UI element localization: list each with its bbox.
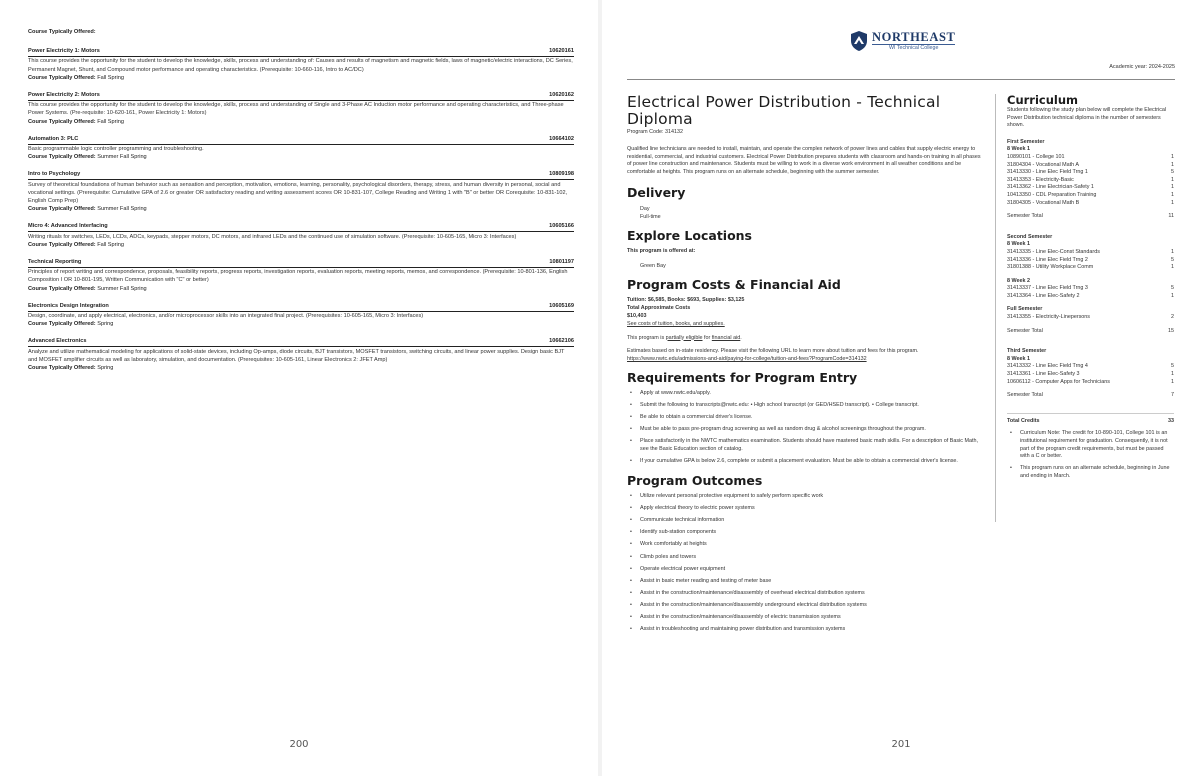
delivery-item: Day: [640, 205, 650, 212]
course-header: [28, 91, 574, 101]
tuition-line: Tuition: $6,585, Books: $693, Supplies: $3,125: [627, 297, 745, 304]
course-entry: [28, 170, 574, 213]
estimate-note: Estimates based on in-state residency. Please visit the following URL to learn more about tuition and fees for this program.: [627, 348, 919, 355]
course-offered-terms: Summer Fall Spring: [97, 154, 147, 161]
course-description: Design, coordinate, and apply electrical, electronics, and/or microprocessor skills into an integrated final project. (Prerequisites: 10-605-165, Micro 3: Interfaces): [28, 313, 424, 320]
curriculum-course-row: [1007, 264, 1174, 272]
curriculum-course-row: [1007, 257, 1174, 265]
offered-heading: Course Typically Offered:: [28, 29, 96, 35]
course-title: Intro to Psychology: [28, 171, 81, 178]
requirement-item: • Must be able to pass pre-program drug screening as well as random drug & alcohol screenings throughout the program.: [630, 426, 985, 434]
total-credits-value: 33: [1168, 417, 1174, 424]
course-entry: [28, 337, 574, 372]
outcomes-list: [627, 493, 985, 634]
term-block: [1007, 241, 1174, 271]
course-code: 10620162: [549, 92, 574, 99]
semester-total-label: Semester Total: [1007, 327, 1043, 334]
right-page: [602, 0, 1200, 776]
curriculum-course-label: 31804305 - Vocational Math B: [1007, 199, 1080, 206]
program-intro: Qualified line technicians are needed to install, maintain, and operate the complex network of power lines and cables that supply electric energy to residential, commercial, and industrial customers. Electrical Power Distribution prepares students with classroom and hands-on training in all phases of power line construction and maintenance. Students must be willing to work in a diverse work environment in all weather conditions and be comfortable at heights. This program runs on an alternate schedule, beginning with the summer semester.: [627, 145, 981, 176]
semester-total-value: 15: [1168, 327, 1174, 334]
course-title: Automation 3: PLC: [28, 135, 79, 142]
location-item: Green Bay: [640, 263, 666, 270]
semester-name: First Semester: [1007, 138, 1045, 145]
curriculum-intro: Students following the study plan below will complete the Electrical Power Distribution technical diploma in the number of semesters shown.: [1007, 107, 1167, 129]
course-offered-terms: Spring: [97, 321, 114, 328]
page-number-right: 201: [891, 739, 911, 750]
course-description: Basic programmable logic controller programming and troubleshooting.: [28, 146, 204, 153]
logo-name: NORTHEAST: [872, 29, 956, 44]
curriculum-course-row: [1007, 154, 1174, 162]
course-entry: [28, 47, 574, 82]
curriculum-course-credits: 1: [1171, 264, 1174, 271]
term-block: [1007, 356, 1174, 386]
course-entry: [28, 302, 574, 329]
curriculum-course-label: 31413361 - Line Elec-Safety 3: [1007, 371, 1080, 378]
program-code: Program Code: 314132: [627, 129, 684, 135]
course-offered-terms: Fall Spring: [97, 74, 124, 81]
course-entry: [28, 258, 574, 293]
locations-heading: Explore Locations: [627, 228, 752, 244]
course-title: Technical Reporting: [28, 259, 82, 266]
course-description: This course provides the opportunity for the student to develop the knowledge, skills, process and understanding of Single and 3-Phase AC Induction motor performance and operating characteristics, and Three-phase Power Systems. (Pre-requisite: 10-620-161, Power Electricity 1: Motors): [28, 102, 564, 117]
term-label: 8 Week 1: [1007, 355, 1030, 362]
course-header: [28, 135, 574, 145]
curriculum-course-label: 31413337 - Line Elec Field Trng 3: [1007, 285, 1088, 292]
top-divider: [627, 79, 1175, 80]
course-offered-terms: Fall Spring: [97, 118, 124, 125]
curriculum-course-credits: 1: [1171, 199, 1174, 206]
partially-eligible-link[interactable]: partially eligible: [665, 334, 703, 341]
course-list: [28, 28, 574, 381]
curriculum-course-credits: 5: [1171, 169, 1174, 176]
outcome-item: • Assist in the construction/maintenance/disassembly of overhead electrical distribution systems: [630, 590, 985, 598]
course-entry: [28, 135, 574, 162]
curriculum-course-label: 31413364 - Line Elec-Safety 2: [1007, 292, 1080, 299]
course-header: [28, 170, 574, 180]
tuition-url-link[interactable]: https://www.nwtc.edu/admissions-and-aid/paying-for-college/tuition-and-fees?ProgramCode=314132: [627, 356, 867, 363]
semester-total-value: 11: [1168, 213, 1174, 220]
college-logo: [850, 30, 955, 52]
course-offered-label: Course Typically Offered:: [28, 241, 96, 248]
total-credits-row: [1007, 413, 1174, 426]
course-header: [28, 47, 574, 57]
course-code: 10662106: [549, 338, 574, 345]
semester-total-row: [1007, 392, 1174, 400]
semester-total-row: [1007, 213, 1174, 221]
curriculum-course-label: 31804304 - Vocational Math A: [1007, 161, 1079, 168]
curriculum-course-label: 10606112 - Computer Apps for Technicians: [1007, 378, 1110, 385]
outcome-item: • Assist in troubleshooting and maintaining power distribution and transmission systems: [630, 626, 985, 634]
course-offered-label: Course Typically Offered:: [28, 285, 96, 292]
eligible-mid: for: [704, 334, 711, 341]
total-credits-label: Total Credits: [1007, 417, 1040, 424]
academic-year: Academic year: 2024-2025: [1109, 64, 1175, 70]
page-number-left: 200: [289, 739, 309, 750]
outcome-item: • Identify sub-station components: [630, 529, 985, 537]
course-offered-label: Course Typically Offered:: [28, 321, 96, 328]
semester-block: [1007, 234, 1174, 336]
course-offered-label: Course Typically Offered:: [28, 118, 96, 125]
curriculum-course-credits: 1: [1171, 191, 1174, 198]
course-offered-label: Course Typically Offered:: [28, 74, 96, 81]
course-offered: [28, 285, 574, 293]
course-offered: [28, 74, 574, 82]
delivery-list: [627, 205, 985, 221]
term-label: 8 Week 2: [1007, 277, 1030, 284]
curriculum-course-credits: 1: [1171, 378, 1174, 385]
course-offered: [28, 241, 574, 249]
column-divider: [995, 94, 996, 522]
semester-total-value: 7: [1171, 392, 1174, 399]
curriculum-course-row: [1007, 184, 1174, 192]
financial-aid-link[interactable]: financial aid: [711, 334, 741, 341]
course-offered: [28, 205, 574, 213]
course-code: 10620161: [549, 48, 574, 55]
curriculum-course-credits: 1: [1171, 292, 1174, 299]
course-offered: [28, 364, 574, 372]
outcome-item: • Apply electrical theory to electric power systems: [630, 505, 985, 513]
offered-at-label: This program is offered at:: [627, 248, 696, 255]
course-title: Advanced Electronics: [28, 338, 87, 345]
requirement-item: • Place satisfactorily in the NWTC mathematics examination. Students should have mastered basic math skills. For a description of Basic Math, see the Basic Education section of catalog.: [630, 438, 985, 454]
outcome-item: • Climb poles and towers: [630, 554, 985, 562]
semesters-container: [1007, 139, 1174, 400]
courses-container: [28, 47, 574, 372]
shield-logo-icon: [850, 30, 868, 52]
total-cost-value: $10,403: [627, 312, 647, 319]
course-description: This course provides the opportunity for the student to develop the knowledge, skills, process and understanding of: Causes and results of magnetism and magnetic fields, laws of magnetic/electric interactions, DC Series, Permanent Magnet, Shunt, and Compound motor performance and operating characteristics. (Prerequisite: 10-660-116, Intro to AC/DC): [28, 58, 573, 73]
curriculum-course-credits: 1: [1171, 184, 1174, 191]
semester-block: [1007, 348, 1174, 400]
curriculum-course-label: 31413332 - Line Elec Field Trng 4: [1007, 363, 1088, 370]
curriculum-course-label: 31413336 - Line Elec Field Trng 2: [1007, 256, 1088, 263]
outcome-item: • Assist in the construction/maintenance/disassembly of electric transmission systems: [630, 614, 985, 622]
curriculum-course-credits: 1: [1171, 176, 1174, 183]
course-offered-terms: Fall Spring: [97, 241, 124, 248]
term-label: 8 Week 1: [1007, 241, 1030, 248]
curriculum-course-row: [1007, 177, 1174, 185]
course-header: [28, 337, 574, 347]
curriculum-course-label: 10890101 - College 101: [1007, 153, 1065, 160]
course-title: Power Electricity 1: Motors: [28, 48, 100, 55]
curriculum-course-credits: 1: [1171, 248, 1174, 255]
semester-block: [1007, 139, 1174, 221]
requirement-item: • Apply at www.nwtc.edu/apply.: [630, 390, 985, 398]
outcome-item: • Utilize relevant personal protective equipment to safely perform specific work: [630, 493, 985, 501]
requirement-item: • Submit the following to transcripts@nwtc.edu: • High school transcript (or GED/HSED transcript). • College transcript.: [630, 402, 985, 410]
course-offered: [28, 320, 574, 328]
outcome-item: • Work comfortably at heights: [630, 541, 985, 549]
curriculum-course-label: 31413362 - Line Electrician-Safety 1: [1007, 184, 1094, 191]
course-header: [28, 302, 574, 312]
course-entry: [28, 222, 574, 249]
left-page: [0, 0, 598, 776]
curriculum-course-credits: 1: [1171, 371, 1174, 378]
curriculum-course-credits: 5: [1171, 285, 1174, 292]
curriculum-course-label: 31413330 - Line Elec Field Trng 1: [1007, 169, 1088, 176]
curriculum-course-credits: 5: [1171, 256, 1174, 263]
course-offered: [28, 118, 574, 126]
curriculum-course-credits: 1: [1171, 161, 1174, 168]
course-offered-label: Course Typically Offered:: [28, 206, 96, 213]
semester-total-label: Semester Total: [1007, 213, 1043, 220]
requirement-item: • If your cumulative GPA is below 2.6, complete or submit a placement evaluation. Must be able to obtain a commercial driver's license.: [630, 458, 985, 466]
delivery-heading: Delivery: [627, 184, 686, 200]
course-offered-label: Course Typically Offered:: [28, 154, 96, 161]
curriculum-course-row: [1007, 192, 1174, 200]
course-code: 10801197: [549, 259, 574, 266]
curriculum-course-label: 10413350 - CDL Preparation Training: [1007, 191, 1097, 198]
course-description: Survey of theoretical foundations of human behavior such as sensation and perception, motivation, emotions, learning, personality, psychological disorders, therapy, stress, and human diversity in personal, social and vocational settings. (Prerequisite: Cumulative GPA of 2.6 or greater OR satisfactory reading and writing assessment scores OR 10-831-107, College Reading and Writing 1 with "B" or better OR Corequisite: 10-831-102, English Comp Prep): [28, 181, 568, 205]
curriculum-column: [1007, 94, 1174, 487]
outcome-item: • Assist in the construction/maintenance/disassembly underground electrical distribution systems: [630, 602, 985, 610]
logo-text: [872, 31, 955, 52]
term-label: 8 Week 1: [1007, 146, 1030, 153]
course-code: 10605169: [549, 302, 574, 309]
curriculum-course-label: 31413335 - Line Elec-Const Standards: [1007, 248, 1100, 255]
financial-aid-line: [627, 335, 985, 343]
term-block: [1007, 146, 1174, 207]
semester-name: Second Semester: [1007, 233, 1053, 240]
curriculum-course-row: [1007, 363, 1174, 371]
curriculum-course-row: [1007, 169, 1174, 177]
course-title: Micro 4: Advanced Interfacing: [28, 223, 108, 230]
semester-total-row: [1007, 328, 1174, 336]
term-block: [1007, 306, 1174, 321]
course-title: Power Electricity 2: Motors: [28, 92, 100, 99]
curriculum-course-label: 31413353 - Electricity-Basic: [1007, 176, 1074, 183]
curriculum-heading: Curriculum: [1007, 93, 1079, 107]
course-offered: [28, 153, 574, 161]
curriculum-notes: [1007, 430, 1174, 480]
semester-total-label: Semester Total: [1007, 392, 1043, 399]
course-code: 10664102: [549, 135, 574, 142]
see-costs-link[interactable]: See costs of tuition, books, and supplies.: [627, 320, 725, 327]
outcome-item: • Operate electrical power equipment: [630, 566, 985, 574]
eligible-post: .: [740, 334, 742, 341]
semester-name: Third Semester: [1007, 348, 1047, 355]
curriculum-course-credits: 2: [1171, 314, 1174, 321]
course-header: [28, 258, 574, 268]
curriculum-course-row: [1007, 314, 1174, 322]
curriculum-course-label: 31413355 - Electricity-Linepersons: [1007, 314, 1091, 321]
program-main-column: [627, 94, 985, 641]
outcome-item: • Communicate technical information: [630, 517, 985, 525]
course-header: [28, 222, 574, 232]
curriculum-note: • This program runs on an alternate schedule, beginning in June and ending in March.: [1010, 465, 1174, 480]
eligible-pre: This program is: [627, 334, 665, 341]
total-cost-label: Total Approximate Costs: [627, 305, 691, 312]
course-description: Analyze and utilize mathematical modeling for applications of solid-state devices, including Op-amps, diode circuits, BJT transistors, MOSFET transistors, switching circuits, and linear power supplies. Design basic BJT and MOSFET amplifier circuits as well as laboratory, simulation, and documentation. (Prerequisites: 10-605-161, Linear Electronics 2: JFET Amp): [28, 348, 565, 363]
term-block: [1007, 278, 1174, 301]
curriculum-course-row: [1007, 379, 1174, 387]
course-code: 10605166: [549, 223, 574, 230]
delivery-item: Full-time: [640, 214, 661, 221]
curriculum-course-row: [1007, 285, 1174, 293]
requirements-heading: Requirements for Program Entry: [627, 369, 858, 385]
locations-list: [627, 262, 985, 270]
term-label: Full Semester: [1007, 306, 1043, 313]
curriculum-note: • Curriculum Note: The credit for 10-890-101, College 101 is an institutional requirement for graduation. Consequently, it is not part of the program credit requirements, but must be passed with a C or better.: [1010, 430, 1174, 460]
curriculum-course-credits: 5: [1171, 363, 1174, 370]
outcome-item: • Assist in basic meter reading and testing of meter base: [630, 578, 985, 586]
curriculum-course-label: 31801388 - Utility Workplace Comm: [1007, 264, 1094, 271]
outcomes-heading: Program Outcomes: [627, 473, 763, 489]
curriculum-course-row: [1007, 162, 1174, 170]
program-title: Electrical Power Distribution - Technical Diploma: [627, 93, 941, 128]
course-offered-terms: Summer Fall Spring: [97, 206, 147, 213]
curriculum-course-credits: 1: [1171, 153, 1174, 160]
course-code: 10809198: [549, 171, 574, 178]
logo-subname: WI Technical College: [872, 44, 955, 52]
course-offered-label: Course Typically Offered:: [28, 365, 96, 372]
course-title: Electronics Design Integration: [28, 302, 109, 309]
requirement-item: • Be able to obtain a commercial driver's license.: [630, 414, 985, 422]
curriculum-course-row: [1007, 371, 1174, 379]
course-offered-terms: Summer Fall Spring: [97, 285, 147, 292]
costs-heading: Program Costs & Financial Aid: [627, 277, 841, 293]
course-offered-terms: Spring: [97, 365, 114, 372]
curriculum-course-row: [1007, 249, 1174, 257]
course-description: Writing rituals for switches, LEDs, LCDs, ADCs, keypads, stepper motors, DC motors, and infrared LEDs and the continued use of simulation software. (Prerequisite: 10-605-165, Micro 3: Interfaces): [28, 233, 517, 240]
course-entry: [28, 91, 574, 126]
curriculum-course-row: [1007, 293, 1174, 301]
course-description: Principles of report writing and correspondence, proposals, feasibility reports, progress reports, investigation reports, evaluation reports, meeting reports, memos, and correspondence. (Prerequisite: 10-801-136, English Composition I OR 10-801-195, Written Communication with "C" or better): [28, 269, 568, 284]
requirements-list: [627, 390, 985, 466]
curriculum-course-row: [1007, 200, 1174, 208]
